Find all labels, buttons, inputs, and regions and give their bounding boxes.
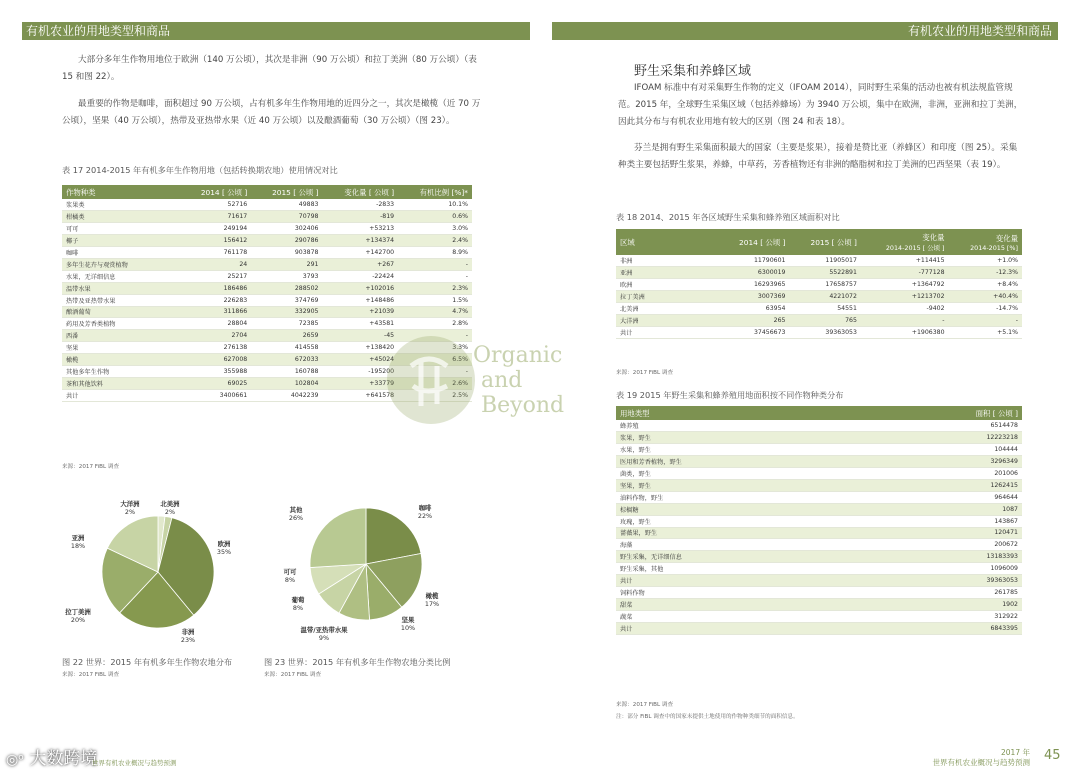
table17-cell: 椰子 [62,235,180,247]
table17-cell: 49883 [251,199,322,211]
table17-cell: 1.5% [398,294,472,306]
table18-change-pct-line1: 变化量 [995,233,1018,243]
table18-cell: 欧洲 [616,279,718,291]
table18-cell: 北美洲 [616,303,718,315]
table19-cell: 3296349 [852,456,1022,468]
table17-row [62,199,472,211]
table17-col-share: 有机比例 [%]* [398,185,472,199]
table17-cell: -22424 [322,270,398,282]
table17-cell: 10.1% [398,199,472,211]
table18-cell: -9402 [861,303,949,315]
table17-cell: 69025 [180,377,251,389]
table18-cell: +8.4% [949,279,1022,291]
table18-cell: 37456673 [718,326,789,338]
table17-cell: +641578 [322,389,398,401]
pie22-label-name: 北美洲 [160,500,180,508]
table19-cell: 野生采集，其他 [616,563,852,575]
table17-cell: 其他多年生作物 [62,365,180,377]
pie-chart-23 [262,490,462,650]
overlay-brand-icon: ◎ᵒ [6,752,25,768]
table17-cell: 0.6% [398,211,472,223]
table17-source: 来源：2017 FiBL 调查 [62,464,120,470]
table18-cell: 6300019 [718,267,789,279]
table19-cell: 棕榈糖 [616,503,852,515]
table17-cell: 72385 [251,318,322,330]
table19-row [616,503,1022,515]
table17-cell: - [398,365,472,377]
table17-cell: 酿酒葡萄 [62,306,180,318]
table19-cell: 水果，野生 [616,444,852,456]
table17-cell: 25217 [180,270,251,282]
left-paragraph-1: 大部分多年生作物用地位于欧洲（140 万公顷），其次是非洲（90 万公顷）和拉丁美洲（80 万公顷）（表 15 和图 22）。 [62,55,477,82]
table19-header-row [616,406,1022,420]
pie22-label-name: 非洲 [181,628,195,636]
table18-cell: +114415 [861,255,949,267]
table19-cell: 坚果，野生 [616,479,852,491]
table17-caption: 表 17 2014-2015 年有机多年生作物用地（包括转换期农地）使用情况对比 [62,165,338,175]
table17-cell: +138420 [322,342,398,354]
table18-change-pct-line2: 2014-2015 [%] [970,243,1018,252]
table17-row [62,235,472,247]
table18-cell: -12.3% [949,267,1022,279]
table18-cell: 54551 [789,303,860,315]
table18-row [616,303,1022,315]
table19-cell: 蔬菜 [616,610,852,622]
table19-cell: 143867 [852,515,1022,527]
table17-cell: 2.6% [398,377,472,389]
table17-cell: 3793 [251,270,322,282]
table17-col-2015: 2015 [ 公顷 ] [251,185,322,199]
table18-cell: - [949,314,1022,326]
table17-row [62,223,472,235]
table17-cell: +21039 [322,306,398,318]
table19-row [616,586,1022,598]
table17-cell: +33779 [322,377,398,389]
table17-row [62,211,472,223]
table18-cell: -777128 [861,267,949,279]
table17-cell: 可可 [62,223,180,235]
table18-cell: 拉丁美洲 [616,291,718,303]
table18-cell: -14.7% [949,303,1022,315]
table19-cell: 海藻 [616,539,852,551]
table17-row [62,247,472,259]
table18-cell: +1.0% [949,255,1022,267]
table17-cell: 276138 [180,342,251,354]
table19-cell: 201006 [852,468,1022,480]
right-footer-title [890,748,1030,768]
table17-cell: 4042239 [251,389,322,401]
table17-cell: 332905 [251,306,322,318]
table19-row [616,420,1022,432]
table17-cell: 160788 [251,365,322,377]
pie22-label-name: 拉丁美洲 [65,608,91,616]
table18-cell: 5522891 [789,267,860,279]
table19-cell: 120471 [852,527,1022,539]
table19-row [616,444,1022,456]
table19-caption: 表 19 2015 年野生采集和蜂养殖用地面积按不同作物种类分布 [616,390,844,400]
table17-cell: 水果，无详细信息 [62,270,180,282]
table17-cell: 52716 [180,199,251,211]
table18-cell: 16293965 [718,279,789,291]
table19-cell: 共计 [616,622,852,634]
table18-cell: 11790601 [718,255,789,267]
table17-cell: 8.9% [398,247,472,259]
table19-row [616,432,1022,444]
table19-row [616,610,1022,622]
table17-row [62,282,472,294]
table19-cell: 野生采集，无详细信息 [616,551,852,563]
table17-cell: 28804 [180,318,251,330]
table17-cell: 药用及芳香类植物 [62,318,180,330]
table17-cell: 橄榄 [62,354,180,366]
table17-cell: 柑橘类 [62,211,180,223]
table17-cell: 共计 [62,389,180,401]
table18-cell: 非洲 [616,255,718,267]
table17-cell: 302406 [251,223,322,235]
table17-cell: 70798 [251,211,322,223]
table18-cell: +5.1% [949,326,1022,338]
table17-cell: 290786 [251,235,322,247]
pie23-caption: 图 23 世界：2015 年有机多年生作物农地分类比例 [264,657,451,667]
table18-cell: +1906380 [861,326,949,338]
right-paragraph-1: IFOAM 标准中有对采集野生作物的定义（IFOAM 2014），同时野生采集的活动也被有机法规监管规范。2015 年，全球野生采集区域（包括养蜂场）为 3940 万公顷，集中在欧洲，非洲，亚洲和拉丁美洲，因此其分布与有机农业用地有较大的区别（图 24 和表 18）。 [618,83,1023,127]
table18-cell: 39363053 [789,326,860,338]
table17-col-crop: 作物种类 [62,185,180,199]
table18-row [616,267,1022,279]
table17-row [62,258,472,270]
table19-cell: 共计 [616,575,852,587]
table18-col-change-pct [949,229,1022,255]
table19-cell: 6514478 [852,420,1022,432]
table17-cell: 4.7% [398,306,472,318]
table18-cell: +1213702 [861,291,949,303]
pie23-source: 来源：2017 FiBL 调查 [264,672,322,678]
table19-row [616,598,1022,610]
table19-row [616,468,1022,480]
pie22-label-pct: 23% [180,636,196,644]
overlay-brand-text: 大数跨境 [29,749,98,769]
table17-cell: 156412 [180,235,251,247]
watermark-circle-icon [387,336,475,424]
table17-cell: 2.5% [398,389,472,401]
table19-row [616,539,1022,551]
table17-cell: - [398,258,472,270]
left-paragraph-2: 最重要的作物是咖啡，面积超过 90 万公顷，占有机多年生作物用地的近四分之一，其次是橄榄（近 70 万公顷），坚果（40 万公顷），热带及亚热带水果（近 40 万公顷）以及酿酒葡萄（30 万公顷）（图 23）。 [62,99,481,126]
table17-cell: 226283 [180,294,251,306]
table18-cell: 765 [789,314,860,326]
table17-cell: 24 [180,258,251,270]
table17-cell: 3400661 [180,389,251,401]
section-title: 野生采集和养蜂区域 [634,64,752,79]
table17-cell: 2.8% [398,318,472,330]
table17-cell: -819 [322,211,398,223]
pie22-label-pct: 20% [70,616,86,624]
table17-cell: 672033 [251,354,322,366]
table17-cell: 627008 [180,354,251,366]
table18-cell: 11905017 [789,255,860,267]
table17-cell: 3.0% [398,223,472,235]
table17-row [62,270,472,282]
table17-row [62,306,472,318]
pie22-caption: 图 22 世界：2015 年有机多年生作物农地分布 [62,657,233,667]
table19-cell: 1087 [852,503,1022,515]
table17-cell: 多年生花卉与观赏植物 [62,258,180,270]
table18-header-row [616,229,1022,255]
table18-cell: 63954 [718,303,789,315]
table17-cell: 374769 [251,294,322,306]
table17-col-change: 变化量 [ 公顷 ] [322,185,398,199]
table18-source: 来源：2017 FiBL 调查 [616,370,674,376]
pie22-label-pct: 18% [70,542,86,550]
pie22-label-pct: 35% [216,548,232,556]
table17-cell: 2.4% [398,235,472,247]
watermark-word-1: Organic [473,343,563,368]
table19-cell: 261785 [852,586,1022,598]
table19-cell: 1262415 [852,479,1022,491]
table19-cell: 200672 [852,539,1022,551]
table17-cell: +148486 [322,294,398,306]
table18-cell: 大洋洲 [616,314,718,326]
table17-cell: +45024 [322,354,398,366]
pie23-slice [310,508,366,568]
table17-cell: 浆果类 [62,199,180,211]
table17-cell: +43581 [322,318,398,330]
table19-row [616,575,1022,587]
left-footer-title: 世界有机农业概况与趋势预测 [92,759,177,767]
table17-cell: 102804 [251,377,322,389]
pie-chart-22 [60,490,260,650]
pie22-label-pct: 2% [164,508,176,516]
table18 [616,229,1022,339]
table17-cell: 311866 [180,306,251,318]
right-page-header: 有机农业的用地类型和商品 [552,22,1058,40]
table17-cell: 2659 [251,330,322,342]
table17-cell: 903878 [251,247,322,259]
table19-note: 注：部分 FiBL 调查中的国家未提供土地使用的作物种类细节的面积信息。 [616,714,799,720]
right-footer-book: 世界有机农业概况与趋势预测 [932,758,1030,767]
pie22-source: 来源：2017 FiBL 调查 [62,672,120,678]
table17-cell: 249194 [180,223,251,235]
table17-cell: - [398,330,472,342]
table19-row [616,563,1022,575]
table19-cell: 蜂养殖 [616,420,852,432]
table17-cell: +142700 [322,247,398,259]
pie23-label-name: 可可 [283,568,297,576]
overlay-brand [6,744,97,769]
table17-cell: 3.3% [398,342,472,354]
pie23-label-pct: 26% [288,514,304,522]
table17-col-2014: 2014 [ 公顷 ] [180,185,251,199]
pie23-label-name: 葡萄 [291,596,305,604]
pie23-label-pct: 9% [318,634,330,642]
table17-cell: 71617 [180,211,251,223]
pie22-label-name: 亚洲 [71,534,85,542]
table17-cell: - [398,270,472,282]
table18-col-2014: 2014 [ 公顷 ] [718,229,789,255]
table19-row [616,515,1022,527]
table18-row [616,326,1022,338]
pie23-label-name: 其他 [289,506,303,514]
table17-cell: 288502 [251,282,322,294]
table19-row [616,491,1022,503]
table19-cell: 玫瑰，野生 [616,515,852,527]
table19-col-area: 面积 [ 公顷 ] [852,406,1022,420]
table19-cell: 蔷薇果，野生 [616,527,852,539]
table17-cell: 坚果 [62,342,180,354]
pie23-label-name: 温带/亚热带水果 [300,626,348,634]
table18-change-ha-line2: 2014-2015 [ 公顷 ] [885,244,945,252]
pie23-label-pct: 8% [292,604,304,612]
table17-cell: +53213 [322,223,398,235]
table17-cell: -45 [322,330,398,342]
table17-cell: 温带水果 [62,282,180,294]
table17-cell: -2833 [322,199,398,211]
table19-cell: 104444 [852,444,1022,456]
table19-row [616,456,1022,468]
table19-cell: 甜菜 [616,598,852,610]
pie23-label-name: 坚果 [401,616,415,624]
table17-cell: -195200 [322,365,398,377]
pie23-label-name: 橄榄 [425,592,439,600]
pie22-label-name: 欧洲 [217,540,231,548]
table19-col-type: 用地类型 [616,406,852,420]
table18-caption: 表 18 2014、2015 年各区域野生采集和蜂养殖区域面积对比 [616,212,840,222]
table18-col-change-ha [861,229,949,255]
table19-cell: 964644 [852,491,1022,503]
table18-col-2015: 2015 [ 公顷 ] [789,229,860,255]
table17-cell: 6.5% [398,354,472,366]
table17-cell: 咖啡 [62,247,180,259]
pie22-label-pct: 2% [124,508,136,516]
table19 [616,406,1022,635]
watermark-word-3: Beyond [481,393,565,418]
pie22-label-name: 大洋洲 [120,500,140,508]
table19-cell: 39363053 [852,575,1022,587]
table18-cell: 3007369 [718,291,789,303]
table19-cell: 12223218 [852,432,1022,444]
table17-row [62,318,472,330]
right-paragraph-2: 芬兰是拥有野生采集面积最大的国家（主要是浆果），接着是赞比亚（养蜂区）和印度（图 25）。采集种类主要包括野生浆果，养蜂，中草药，芳香植物还有非洲的酪脂树和拉丁美洲的巴西坚果（表 19）。 [618,143,1018,170]
table19-row [616,622,1022,634]
pie23-label-pct: 8% [284,576,296,584]
table18-cell: +1364792 [861,279,949,291]
table17-header-row [62,185,472,199]
table17-cell: +102016 [322,282,398,294]
pie23-label-pct: 17% [424,600,440,608]
table17-cell: 291 [251,258,322,270]
left-page-header: 有机农业的用地类型和商品 [22,22,530,40]
table19-cell: 6843395 [852,622,1022,634]
table18-cell: 17658757 [789,279,860,291]
table18-cell: - [861,314,949,326]
table18-cell: 265 [718,314,789,326]
pie23-label-pct: 22% [417,512,433,520]
table19-row [616,479,1022,491]
table19-cell: 饲料作物 [616,586,852,598]
table19-cell: 菌类，野生 [616,468,852,480]
table18-col-region: 区域 [616,229,718,255]
table18-change-ha-line1: 变化量 [922,233,945,242]
table19-cell: 浆果，野生 [616,432,852,444]
table17-cell: 2.3% [398,282,472,294]
table19-cell: 1902 [852,598,1022,610]
table17-row [62,294,472,306]
table18-cell: 共计 [616,326,718,338]
watermark-word-2: and [481,368,523,393]
table17-cell: 355988 [180,365,251,377]
right-page [540,0,1080,780]
table19-cell: 油料作物，野生 [616,491,852,503]
table18-row [616,314,1022,326]
table18-row [616,255,1022,267]
table19-source: 来源：2017 FiBL 调查 [616,702,674,708]
table17-cell: 茶和其他饮料 [62,377,180,389]
right-footer-year: 2017 年 [1001,748,1030,757]
page-number: 45 [1044,748,1061,763]
table18-row [616,291,1022,303]
table17-cell: 414558 [251,342,322,354]
table19-row [616,551,1022,563]
table17-cell: 2704 [180,330,251,342]
table17-cell: 761178 [180,247,251,259]
pie23-label-pct: 10% [400,624,416,632]
table18-cell: 亚洲 [616,267,718,279]
table18-row [616,279,1022,291]
table19-cell: 312922 [852,610,1022,622]
table17-cell: +134374 [322,235,398,247]
table19-cell: 13183393 [852,551,1022,563]
table17-cell: +267 [322,258,398,270]
table17-cell: 西番 [62,330,180,342]
table18-cell: +40.4% [949,291,1022,303]
table19-cell: 医用和芳香植物，野生 [616,456,852,468]
pie23-label-name: 咖啡 [418,504,432,512]
table18-cell: 4221072 [789,291,860,303]
table19-row [616,527,1022,539]
table17-cell: 186486 [180,282,251,294]
table19-cell: 1096009 [852,563,1022,575]
table17-cell: 热带及亚热带水果 [62,294,180,306]
